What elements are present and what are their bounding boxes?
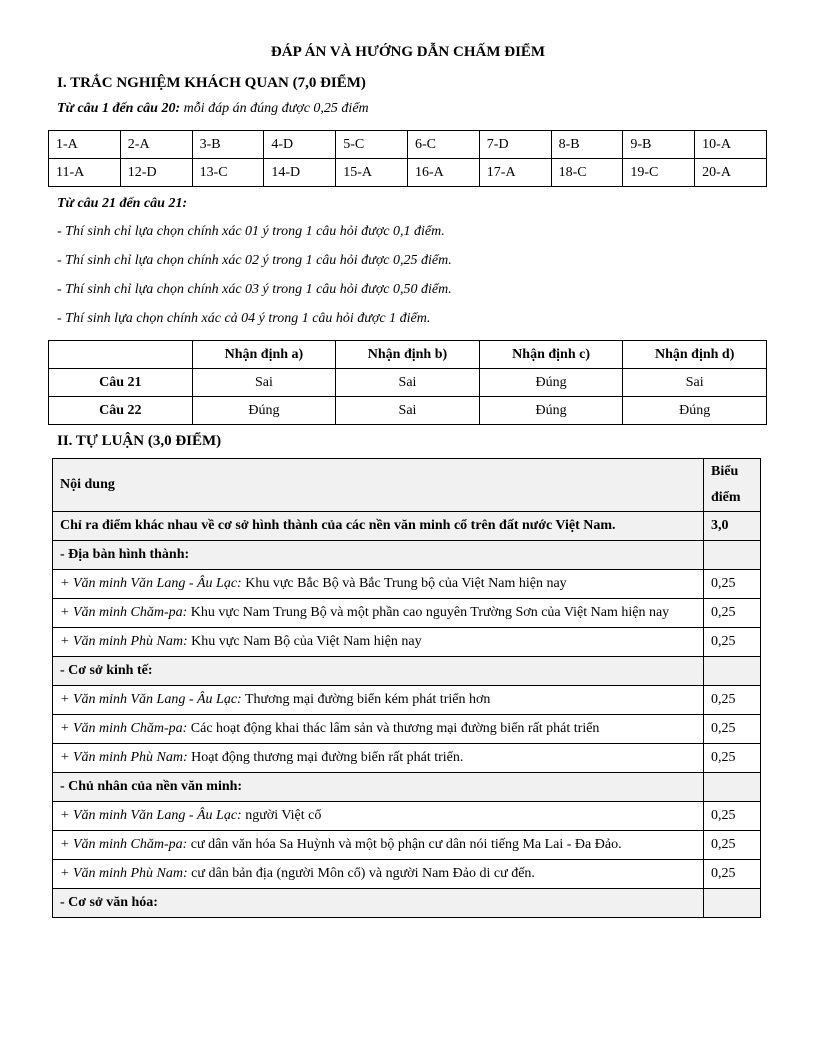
civilization-label: + Văn minh Văn Lang - Âu Lạc:: [60, 808, 242, 823]
civilization-label: + Văn minh Phù Nam:: [60, 634, 188, 649]
answer-cell: 1-A: [49, 131, 121, 159]
essay-item-row: [53, 570, 761, 599]
answer-cell: 14-D: [264, 159, 336, 187]
answer-cell: 15-A: [336, 159, 408, 187]
essay-item-text: Hoạt động thương mại đường biển rất phát triển.: [187, 750, 464, 765]
answer-cell: 10-A: [695, 131, 767, 159]
statement-header-d: Nhận định d): [623, 341, 767, 369]
answer-cell: 4-D: [264, 131, 336, 159]
civilization-label: + Văn minh Phù Nam:: [60, 866, 188, 881]
civilization-label: + Văn minh Văn Lang - Âu Lạc:: [60, 576, 242, 591]
essay-item-cell: [53, 831, 704, 860]
answer-cell: 20-A: [695, 159, 767, 187]
essay-item-text: Khu vực Nam Bộ của Việt Nam hiện nay: [187, 634, 422, 649]
answer-cell: 13-C: [192, 159, 264, 187]
essay-item-cell: [53, 628, 704, 657]
essay-item-row: [53, 802, 761, 831]
statement-value: Sai: [623, 369, 767, 397]
essay-question-text: Chỉ ra điểm khác nhau về cơ sở hình thành của các nền văn minh cổ trên đất nước Việt Nam.: [53, 512, 704, 541]
essay-section-row: [53, 773, 761, 802]
essay-item-text: Khu vực Nam Trung Bộ và một phần cao nguyên Trường Sơn của Việt Nam hiện nay: [187, 605, 670, 620]
section-2-heading: II. TỰ LUẬN (3,0 ĐIỂM): [57, 433, 222, 449]
mcq-scoring-note: [57, 101, 768, 117]
essay-section-score: [704, 541, 761, 570]
essay-question-score: 3,0: [704, 512, 761, 541]
essay-item-row: [53, 744, 761, 773]
answer-cell: 7-D: [479, 131, 551, 159]
answer-cell: 9-B: [623, 131, 695, 159]
mcq-answer-table: [48, 130, 767, 187]
essay-section-score: [704, 773, 761, 802]
essay-header-content: Nội dung: [53, 459, 704, 512]
essay-item-score: 0,25: [704, 802, 761, 831]
mcq-note-lead: Từ câu 1 đến câu 20:: [57, 101, 181, 116]
essay-item-score: 0,25: [704, 831, 761, 860]
essay-item-row: [53, 831, 761, 860]
essay-item-cell: [53, 686, 704, 715]
essay-section-title: - Địa bàn hình thành:: [53, 541, 704, 570]
essay-item-row: [53, 628, 761, 657]
statement-value: Đúng: [479, 397, 623, 425]
statement-value: Đúng: [192, 397, 336, 425]
essay-item-row: [53, 715, 761, 744]
tf-rule-1: - Thí sinh chỉ lựa chọn chính xác 01 ý trong 1 câu hỏi được 0,1 điểm.: [57, 224, 445, 239]
answer-cell: 8-B: [551, 131, 623, 159]
section-1-heading: I. TRẮC NGHIỆM KHÁCH QUAN (7,0 ĐIỂM): [57, 75, 366, 91]
essay-item-cell: [53, 570, 704, 599]
statement-value: Sai: [336, 369, 480, 397]
statement-row-cau22: [49, 397, 767, 425]
essay-item-text: Thương mại đường biển kém phát triển hơn: [241, 692, 491, 707]
essay-item-row: [53, 686, 761, 715]
essay-item-row: [53, 860, 761, 889]
answer-cell: 6-C: [407, 131, 479, 159]
essay-section-row: [53, 541, 761, 570]
answer-cell: 11-A: [49, 159, 121, 187]
essay-item-text: người Việt cổ: [241, 808, 322, 823]
statement-header-b: Nhận định b): [336, 341, 480, 369]
answer-cell: 5-C: [336, 131, 408, 159]
essay-section-score: [704, 889, 761, 918]
civilization-label: + Văn minh Chăm-pa:: [60, 605, 188, 620]
document-title: ĐÁP ÁN VÀ HƯỚNG DẪN CHẤM ĐIỂM: [270, 44, 546, 60]
essay-section-title: - Cơ sở văn hóa:: [53, 889, 704, 918]
answer-cell: 3-B: [192, 131, 264, 159]
answer-cell: 17-A: [479, 159, 551, 187]
essay-item-score: 0,25: [704, 599, 761, 628]
essay-header-score: Biểu điểm: [704, 459, 761, 512]
tf-rule-3: - Thí sinh chỉ lựa chọn chính xác 03 ý trong 1 câu hỏi được 0,50 điểm.: [57, 282, 452, 297]
essay-item-score: 0,25: [704, 628, 761, 657]
answer-cell: 18-C: [551, 159, 623, 187]
answer-cell: 19-C: [623, 159, 695, 187]
answer-cell: 12-D: [120, 159, 192, 187]
essay-section-score: [704, 657, 761, 686]
essay-section-title: - Chủ nhân của nền văn minh:: [53, 773, 704, 802]
tf-note-lead: Từ câu 21 đến câu 21:: [57, 196, 188, 211]
essay-item-cell: [53, 802, 704, 831]
essay-rubric-table: [52, 458, 761, 918]
tf-rule-2: - Thí sinh chỉ lựa chọn chính xác 02 ý trong 1 câu hỏi được 0,25 điểm.: [57, 253, 452, 268]
statement-header-c: Nhận định c): [479, 341, 623, 369]
statement-header-blank: [49, 341, 193, 369]
question-label: Câu 22: [49, 397, 193, 425]
question-label: Câu 21: [49, 369, 193, 397]
essay-item-score: 0,25: [704, 744, 761, 773]
statement-header-row: [49, 341, 767, 369]
essay-item-score: 0,25: [704, 686, 761, 715]
statement-value: Đúng: [623, 397, 767, 425]
essay-item-row: [53, 599, 761, 628]
civilization-label: + Văn minh Phù Nam:: [60, 750, 188, 765]
essay-header-row: [53, 459, 761, 512]
civilization-label: + Văn minh Chăm-pa:: [60, 837, 188, 852]
essay-item-cell: [53, 860, 704, 889]
statement-header-a: Nhận định a): [192, 341, 336, 369]
essay-item-text: Khu vực Bắc Bộ và Bắc Trung bộ của Việt Nam hiện nay: [241, 576, 567, 591]
civilization-label: + Văn minh Chăm-pa:: [60, 721, 188, 736]
statement-row-cau21: [49, 369, 767, 397]
statement-value: Sai: [192, 369, 336, 397]
essay-item-cell: [53, 599, 704, 628]
essay-section-row: [53, 657, 761, 686]
essay-item-cell: [53, 744, 704, 773]
mcq-note-rest: mỗi đáp án đúng được 0,25 điểm: [180, 101, 369, 116]
essay-section-title: - Cơ sở kinh tế:: [53, 657, 704, 686]
essay-item-score: 0,25: [704, 860, 761, 889]
statement-value: Sai: [336, 397, 480, 425]
answer-cell: 16-A: [407, 159, 479, 187]
essay-item-text: cư dân bản địa (người Môn cổ) và người Nam Đảo di cư đến.: [187, 866, 535, 881]
civilization-label: + Văn minh Văn Lang - Âu Lạc:: [60, 692, 242, 707]
essay-section-row: [53, 889, 761, 918]
answer-cell: 2-A: [120, 131, 192, 159]
essay-item-cell: [53, 715, 704, 744]
statement-table: [48, 340, 767, 425]
statement-value: Đúng: [479, 369, 623, 397]
answer-row-1: [49, 131, 767, 159]
essay-item-score: 0,25: [704, 715, 761, 744]
answer-row-2: [49, 159, 767, 187]
essay-item-text: cư dân văn hóa Sa Huỳnh và một bộ phận cư dân nói tiếng Ma Lai - Đa Đảo.: [187, 837, 622, 852]
essay-item-score: 0,25: [704, 570, 761, 599]
essay-question-row: [53, 512, 761, 541]
tf-rule-4: - Thí sinh lựa chọn chính xác cả 04 ý trong 1 câu hỏi được 1 điểm.: [57, 311, 431, 326]
essay-item-text: Các hoạt động khai thác lâm sản và thương mại đường biển rất phát triển: [187, 721, 600, 736]
